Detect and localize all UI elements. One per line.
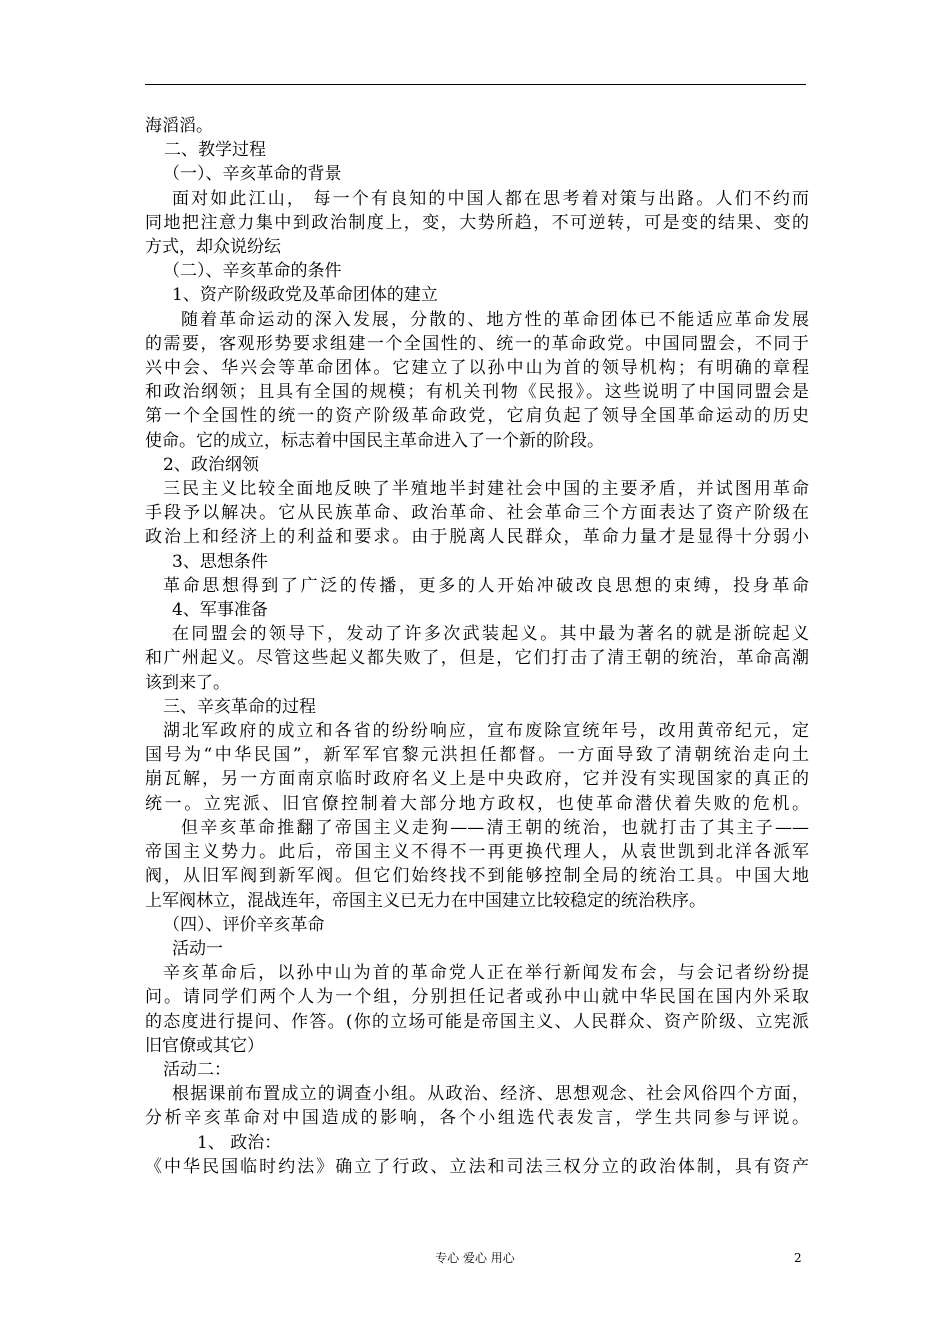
text-line: （四）、评价辛亥革命 (163, 914, 325, 935)
text-line: 随着革命运动的深入发展，分散的、地方性的革命团体已不能适应革命发展 (181, 309, 809, 330)
text-line: 三、辛亥革命的过程 (163, 696, 316, 717)
text-line: 但辛亥革命推翻了帝国主义走狗——清王朝的统治，也就打击了其主子—— (181, 817, 809, 838)
text-line: 帝国主义势力。此后，帝国主义不得不一再更换代理人，从袁世凯到北洋各派军 (145, 842, 809, 863)
text-line: 旧官僚或其它） (145, 1035, 264, 1056)
text-line: （二）、辛亥革命的条件 (163, 261, 342, 282)
text-line: 1、 政治： (197, 1132, 282, 1153)
text-line: 分析辛亥革命对中国造成的影响，各个小组选代表发言，学生共同参与评说。 (145, 1108, 809, 1129)
text-line: 和广州起义。尽管这些起义都失败了，但是，它们打击了清王朝的统治，革命高潮 (145, 648, 809, 669)
text-line: 革命思想得到了广泛的传播，更多的人开始冲破改良思想的束缚，投身革命 (163, 575, 809, 596)
text-line: 2、政治纲领 (163, 454, 259, 475)
text-line: 政治上和经济上的利益和要求。由于脱离人民群众，革命力量才是显得十分弱小 (145, 527, 809, 548)
footer-motto: 专心 爱心 用心 (435, 1251, 515, 1265)
document-body (145, 114, 809, 1179)
text-line: 活动一 (172, 938, 223, 959)
text-line: 问。请同学们两个人为一个组，分别担任记者或孙中山就中华民国在国内外采取 (145, 987, 809, 1008)
text-line: （一）、辛亥革命的背景 (163, 164, 342, 185)
text-line: 和政治纲领；且具有全国的规模；有机关刊物《民报》。这些说明了中国同盟会是 (145, 382, 809, 403)
page-number: 2 (794, 1251, 802, 1265)
text-line: 国号为“中华民国”，新军军官黎元洪担任都督。一方面导致了清朝统治走向土 (145, 745, 809, 766)
text-line: 统一。立宪派、旧官僚控制着大部分地方政权，也使革命潜伏着失败的危机。 (145, 793, 809, 814)
text-line: 在同盟会的领导下，发动了许多次武装起义。其中最为著名的就是浙皖起义 (172, 624, 809, 645)
text-line: 的需要，客观形势要求组建一个全国性的、统一的革命政党。中国同盟会，不同于 (145, 333, 809, 354)
text-line: 《中华民国临时约法》确立了行政、立法和司法三权分立的政治体制，具有资产 (145, 1156, 809, 1177)
header-rule (145, 84, 806, 85)
text-line: 手段予以解决。它从民族革命、政治革命、社会革命三个方面表达了资产阶级在 (145, 503, 809, 524)
text-line: 上军阀林立，混战连年，帝国主义已无力在中国建立比较稳定的统治秩序。 (145, 890, 706, 911)
text-line: 二、教学过程 (164, 140, 266, 161)
text-line: 根据课前布置成立的调查小组。从政治、经济、思想观念、社会风俗四个方面， (172, 1084, 809, 1105)
text-line: 第一个全国性的统一的资产阶级革命政党，它肩负起了领导全国革命运动的历史 (145, 406, 809, 427)
text-line: 辛亥革命后，以孙中山为首的革命党人正在举行新闻发布会，与会记者纷纷提 (163, 963, 809, 984)
text-line: 湖北军政府的成立和各省的纷纷响应，宣布废除宣统年号，改用黄帝纪元，定 (163, 721, 809, 742)
text-line: 三民主义比较全面地反映了半殖地半封建社会中国的主要矛盾，并试图用革命 (163, 479, 809, 500)
text-line: 崩瓦解，另一方面南京临时政府名义上是中央政府，它并没有实现国家的真正的 (145, 769, 809, 790)
text-line: 海滔滔。 (145, 116, 213, 136)
text-line: 该到来了。 (145, 672, 230, 693)
text-line: 活动二： (163, 1059, 231, 1080)
text-line: 1、资产阶级政党及革命团体的建立 (172, 285, 438, 306)
text-line: 的态度进行提问、作答。(你的立场可能是帝国主义、人民群众、资产阶级、立宪派 (145, 1011, 809, 1032)
text-line: 面对如此江山， 每一个有良知的中国人都在思考着对策与出路。人们不约而 (172, 188, 809, 209)
text-line: 使命。它的成立，标志着中国民主革命进入了一个新的阶段。 (145, 430, 604, 451)
text-line: 方式，却众说纷纭 (145, 237, 281, 258)
text-line: 阀，从旧军阀到新军阀。但它们始终找不到能够控制全局的统治工具。中国大地 (145, 866, 809, 887)
text-line: 4、军事准备 (172, 600, 268, 621)
text-line: 同地把注意力集中到政治制度上，变，大势所趋，不可逆转，可是变的结果、变的 (145, 212, 809, 233)
text-line: 兴中会、华兴会等革命团体。它建立了以孙中山为首的领导机构；有明确的章程 (145, 358, 809, 379)
text-line: 3、思想条件 (172, 551, 268, 572)
